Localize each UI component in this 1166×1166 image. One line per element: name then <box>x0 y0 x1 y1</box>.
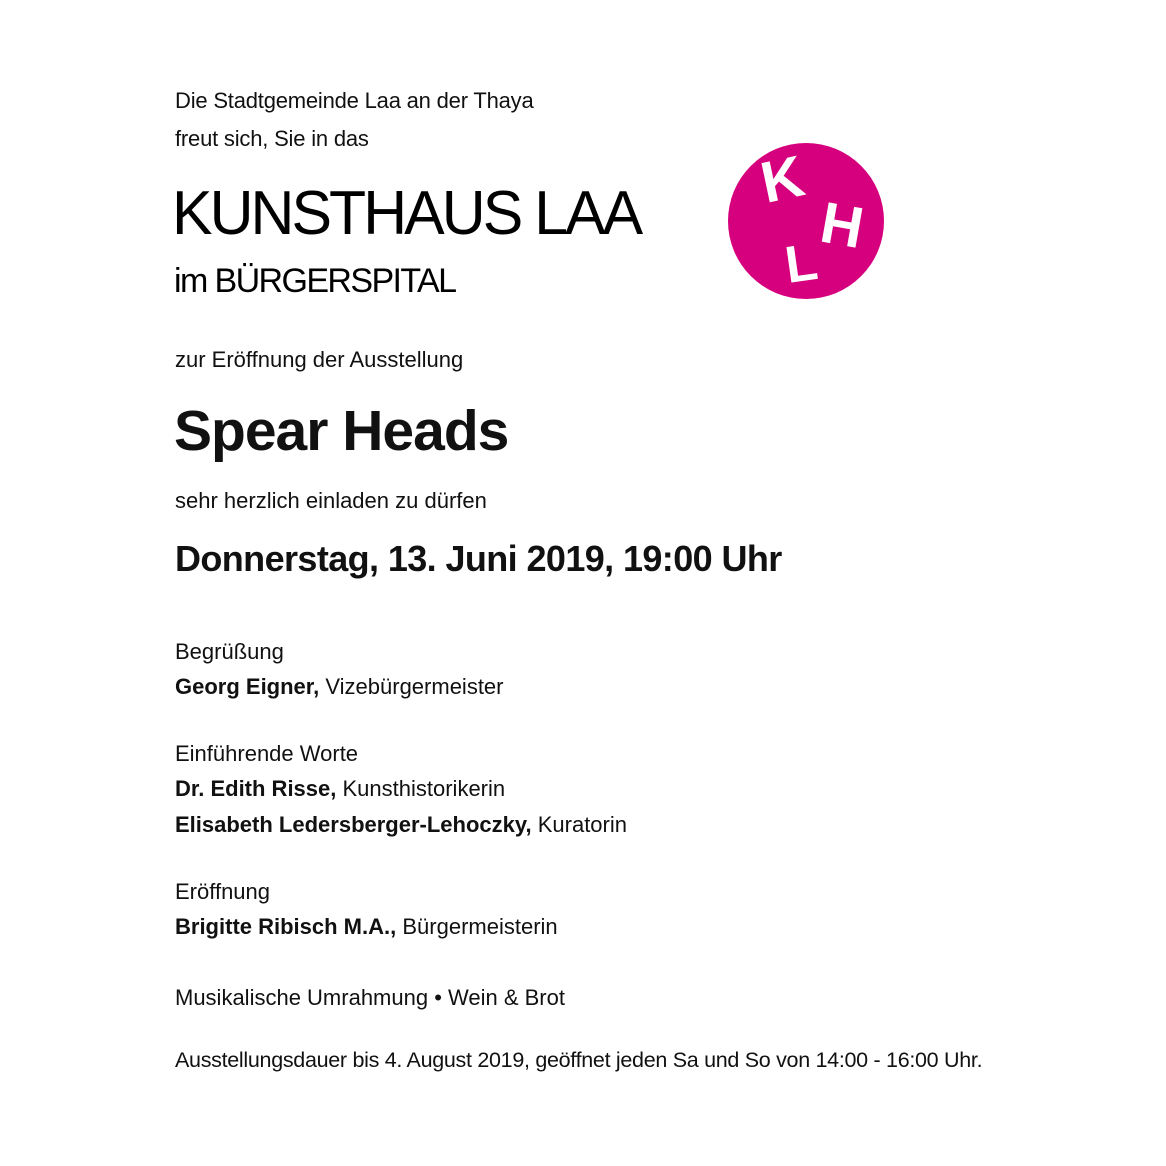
event-date: Donnerstag, 13. Juni 2019, 19:00 Uhr <box>175 538 782 579</box>
klh-badge-icon <box>728 143 884 299</box>
extras-line: Musikalische Umrahmung • Wein & Brot <box>175 985 565 1010</box>
logo-subtitle: im BÜRGERSPITAL <box>174 262 456 300</box>
program-heading-opening: Eröffnung <box>175 879 271 904</box>
opening-text: zur Eröffnung der Ausstellung <box>175 347 464 372</box>
duration-line: Ausstellungsdauer bis 4. August 2019, geöffnet jeden Sa und So von 14:00 - 16:00 Uhr. <box>175 1048 983 1072</box>
badge-letter-k: K <box>755 143 810 216</box>
badge-letter-l: L <box>781 233 822 295</box>
speaker-role: Vizebürgermeister <box>319 674 504 699</box>
speaker-line <box>175 916 558 938</box>
speaker-name: Brigitte Ribisch M.A., <box>175 914 397 939</box>
exhibition-title: Spear Heads <box>174 399 509 463</box>
speaker-role: Kuratorin <box>531 812 627 837</box>
speaker-name: Dr. Edith Risse, <box>175 776 337 801</box>
speaker-line <box>175 778 505 800</box>
badge-letter-h: H <box>815 189 869 262</box>
speaker-name: Elisabeth Ledersberger-Lehoczky, <box>175 812 532 837</box>
intro-line-2: freut sich, Sie in das <box>175 126 369 151</box>
intro-line-1: Die Stadtgemeinde Laa an der Thaya <box>175 88 534 113</box>
invite-text: sehr herzlich einladen zu dürfen <box>175 488 487 513</box>
speaker-line <box>175 814 627 836</box>
program-heading-welcome: Begrüßung <box>175 639 284 664</box>
logo-name: KUNSTHAUS LAA <box>172 179 641 248</box>
speaker-role: Bürgermeisterin <box>396 914 558 939</box>
speaker-line <box>175 676 504 698</box>
speaker-role: Kunsthistorikerin <box>336 776 506 801</box>
program-heading-introduction: Einführende Worte <box>175 741 359 766</box>
speaker-name: Georg Eigner, <box>175 674 320 699</box>
